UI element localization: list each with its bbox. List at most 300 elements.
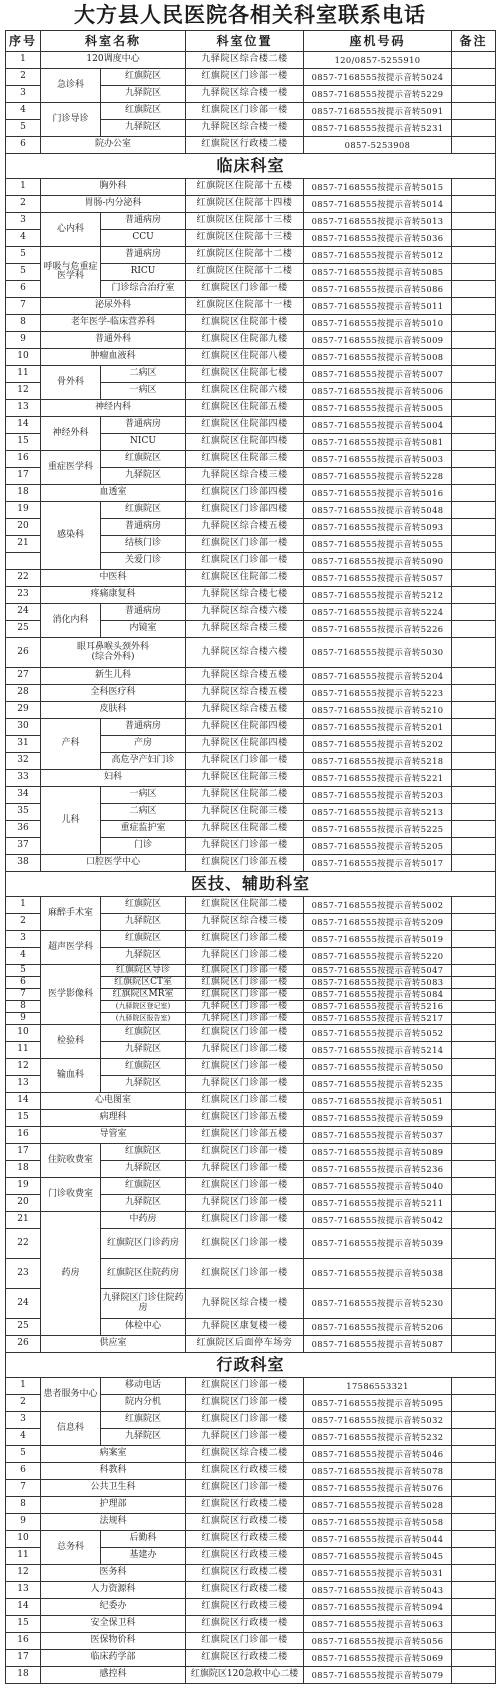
- table-row: [6, 69, 496, 86]
- phone-cell: 0857-7168555按提示音转5010: [304, 315, 452, 332]
- row-index: 8: [6, 315, 41, 332]
- location-cell: 红旗院区门诊部一楼: [186, 1378, 304, 1395]
- row-index: 22: [6, 1229, 41, 1259]
- remark-cell: [452, 989, 496, 1001]
- sub-unit: 关爱门诊: [101, 553, 186, 570]
- phone-cell: 0857-7168555按提示音转5007: [304, 366, 452, 383]
- remark-cell: [452, 570, 496, 587]
- sub-unit: RICU: [101, 264, 186, 281]
- phone-cell: 0857-7168555按提示音转5090: [304, 553, 452, 570]
- remark-cell: [452, 298, 496, 315]
- location-cell: 红旗院区住院部十二楼: [186, 247, 304, 264]
- location-cell: 红旗院区住院部四楼: [186, 434, 304, 451]
- sub-unit: 九驿院区: [101, 948, 186, 965]
- sub-unit: 结核门诊: [101, 536, 186, 553]
- table-row: [6, 485, 496, 502]
- remark-cell: [452, 1319, 496, 1336]
- department-name-text: 医学影像科: [47, 988, 93, 999]
- table-row: [6, 931, 496, 948]
- department-name: [41, 787, 101, 855]
- department-name-text: 口腔医学中心: [86, 857, 141, 868]
- department-name-text: 呼吸与危重症医学科: [43, 261, 98, 281]
- remark-cell: [452, 1650, 496, 1667]
- row-index: 22: [6, 570, 41, 587]
- phone-cell: 0857-7168555按提示音转5209: [304, 914, 452, 931]
- department-name: [41, 1025, 101, 1059]
- location-cell: 红旗院区门诊部一楼: [186, 1059, 304, 1076]
- department-name-text: 总务科: [56, 1541, 84, 1552]
- location-cell: 红旗院区门诊部一楼: [186, 69, 304, 86]
- location-cell: 红旗院区行政楼一楼: [186, 1616, 304, 1633]
- location-cell: 红旗院区门诊部五楼: [186, 1127, 304, 1144]
- location-cell: 九驿院区综合楼五楼: [186, 519, 304, 536]
- row-index: 5: [6, 120, 41, 137]
- sub-unit: 九驿院区: [101, 86, 186, 103]
- row-index: 16: [6, 451, 41, 468]
- row-index: 23: [6, 1259, 41, 1289]
- page-title: 大方县人民医院各相关科室联系电话: [74, 3, 426, 27]
- remark-cell: [452, 1127, 496, 1144]
- location-cell: 九驿院区综合楼二楼: [186, 52, 304, 69]
- location-cell: 九驿院区门诊部一楼: [186, 1001, 304, 1013]
- sub-unit: 基建办: [101, 1548, 186, 1565]
- phone-cell: 0857-7168555按提示音转5019: [304, 931, 452, 948]
- sub-unit: 红旗院区: [101, 1178, 186, 1195]
- table-row: [6, 332, 496, 349]
- phone-cell: 0857-7168555按提示音转5043: [304, 1582, 452, 1599]
- department-name: [41, 349, 186, 366]
- sub-unit: 九驿院区: [101, 120, 186, 137]
- department-name: [41, 69, 101, 103]
- phone-cell: 0857-7168555按提示音转5008: [304, 349, 452, 366]
- department-name-text: 神经外科: [52, 427, 89, 438]
- sub-unit: 一病区: [101, 787, 186, 804]
- department-name-text: 药房: [61, 1267, 80, 1278]
- phone-cell: 0857-7168555按提示音转5046: [304, 1446, 452, 1463]
- sub-unit: (九驿院区报告室): [101, 1013, 186, 1025]
- remark-cell: [452, 52, 496, 69]
- location-cell: 九驿院区综合楼三楼: [186, 468, 304, 485]
- contact-table-body: [6, 52, 496, 1684]
- sub-unit: 九驿院区: [101, 1429, 186, 1446]
- row-index: 18: [6, 1667, 41, 1684]
- row-index: 2: [6, 69, 41, 86]
- location-cell: 红旗院区门诊部一楼: [186, 1259, 304, 1289]
- row-index: 9: [6, 1514, 41, 1531]
- location-cell: 九驿院区门诊部二楼: [186, 948, 304, 965]
- row-index: 18: [6, 485, 41, 502]
- row-index: 10: [6, 349, 41, 366]
- row-index: 15: [6, 434, 41, 451]
- sub-unit: 二病区: [101, 366, 186, 383]
- sub-unit: 普通病房: [101, 417, 186, 434]
- phone-cell: 0857-7168555按提示音转5078: [304, 1463, 452, 1480]
- row-index: 15: [6, 1110, 41, 1127]
- section-row: [6, 154, 496, 179]
- row-index: 30: [6, 719, 41, 736]
- table-row: [6, 1667, 496, 1684]
- remark-cell: [452, 120, 496, 137]
- department-name: [41, 855, 186, 872]
- sub-unit: 红旗院区: [101, 1144, 186, 1161]
- sub-unit: 体检中心: [101, 1319, 186, 1336]
- location-cell: 红旗院区住院部二楼: [186, 570, 304, 587]
- department-name: [41, 196, 186, 213]
- table-row: [6, 1616, 496, 1633]
- location-cell: 九驿院区门诊部一楼: [186, 1013, 304, 1025]
- phone-cell: 0857-7168555按提示音转5206: [304, 1319, 452, 1336]
- row-index: 1: [6, 897, 41, 914]
- department-name-text: 神经内科: [95, 402, 132, 413]
- phone-cell: 0857-7168555按提示音转5220: [304, 948, 452, 965]
- remark-cell: [452, 1582, 496, 1599]
- phone-cell: 0857-7168555按提示音转5055: [304, 536, 452, 553]
- remark-cell: [452, 264, 496, 281]
- phone-cell: 0857-7168555按提示音转5005: [304, 400, 452, 417]
- remark-cell: [452, 536, 496, 553]
- row-index: 14: [6, 1093, 41, 1110]
- department-name: [41, 332, 186, 349]
- department-name-text: 心内科: [56, 223, 84, 234]
- department-name: [41, 931, 101, 965]
- location-cell: 红旗院区门诊部一楼: [186, 1144, 304, 1161]
- table-row: [6, 502, 496, 519]
- table-row: [6, 1582, 496, 1599]
- location-cell: 九驿院区门诊部一楼: [186, 753, 304, 770]
- phone-cell: 0857-7168555按提示音转5024: [304, 69, 452, 86]
- department-name-text: 人力资源科: [90, 1584, 136, 1595]
- table-row: [6, 897, 496, 914]
- remark-cell: [452, 519, 496, 536]
- row-index: 6: [6, 1463, 41, 1480]
- department-name-text: 护理部: [99, 1499, 127, 1510]
- sub-unit: 移动电话: [101, 1378, 186, 1395]
- phone-cell: 0857-7168555按提示音转5211: [304, 1195, 452, 1212]
- phone-cell: 0857-7168555按提示音转5079: [304, 1667, 452, 1684]
- table-row: [6, 213, 496, 230]
- row-index: 3: [6, 1412, 41, 1429]
- row-index: 12: [6, 1565, 41, 1582]
- row-index: 26: [6, 1336, 41, 1353]
- phone-cell: 0857-7168555按提示音转5004: [304, 417, 452, 434]
- row-index: 5: [6, 264, 41, 281]
- location-cell: 红旗院区门诊部一楼: [186, 103, 304, 120]
- department-name-text: 输血科: [56, 1069, 84, 1080]
- phone-cell: 0857-7168555按提示音转5089: [304, 1144, 452, 1161]
- location-cell: 九驿院区综合楼七楼: [186, 587, 304, 604]
- phone-cell: 0857-7168555按提示音转5230: [304, 1289, 452, 1319]
- remark-cell: [452, 770, 496, 787]
- table-row: [6, 1110, 496, 1127]
- location-cell: 九驿院区综合楼一楼: [186, 1289, 304, 1319]
- location-cell: 九驿院区康复楼一楼: [186, 1319, 304, 1336]
- row-index: 21: [6, 536, 41, 553]
- table-row: [6, 787, 496, 804]
- phone-cell: 0857-7168555按提示音转5047: [304, 965, 452, 977]
- location-cell: 九驿院区门诊部一楼: [186, 1161, 304, 1178]
- department-name: [41, 366, 101, 400]
- remark-cell: [452, 1336, 496, 1353]
- department-name-text: 病理科: [99, 1112, 127, 1123]
- row-index: 28: [6, 685, 41, 702]
- phone-cell: 0857-7168555按提示音转5085: [304, 264, 452, 281]
- phone-cell: 0857-7168555按提示音转5014: [304, 196, 452, 213]
- department-name-text: 胸外科: [99, 181, 127, 192]
- department-name: [41, 685, 186, 702]
- contact-table: [5, 30, 496, 1684]
- location-cell: 九驿院区综合楼一楼: [186, 86, 304, 103]
- header-location: 科室位置: [186, 31, 304, 52]
- location-cell: 红旗院区门诊部四楼: [186, 485, 304, 502]
- row-index: 27: [6, 668, 41, 685]
- phone-cell: 0857-7168555按提示音转5003: [304, 451, 452, 468]
- row-index: 3: [6, 931, 41, 948]
- department-name-text: 胃肠-内分泌科: [84, 198, 142, 209]
- location-cell: 红旗院区门诊部一楼: [186, 1178, 304, 1195]
- row-index: 18: [6, 1161, 41, 1178]
- location-cell: 九驿院区门诊部一楼: [186, 1195, 304, 1212]
- remark-cell: [452, 1001, 496, 1013]
- header-remark: 备注: [452, 31, 496, 52]
- location-cell: 九驿院区住院部三楼: [186, 804, 304, 821]
- row-index: 33: [6, 770, 41, 787]
- remark-cell: [452, 1212, 496, 1229]
- row-index: 1: [6, 179, 41, 196]
- remark-cell: [452, 1144, 496, 1161]
- location-cell: 红旗院区门诊部一楼: [186, 1229, 304, 1259]
- department-name-text: 安全保卫科: [90, 1618, 136, 1629]
- location-cell: 九驿院区住院部二楼: [186, 821, 304, 838]
- row-index: 16: [6, 1127, 41, 1144]
- table-row: [6, 1497, 496, 1514]
- location-cell: 九驿院区综合楼五楼: [186, 668, 304, 685]
- location-cell: 红旗院区行政楼二楼: [186, 1497, 304, 1514]
- table-row: [6, 247, 496, 264]
- sub-unit: NICU: [101, 434, 186, 451]
- row-index: 11: [6, 1548, 41, 1565]
- table-row: [6, 366, 496, 383]
- phone-cell: 0857-7168555按提示音转5221: [304, 770, 452, 787]
- department-name-text: 住院收费室: [47, 1154, 93, 1165]
- location-cell: 红旗院区住院部十三楼: [186, 230, 304, 247]
- department-name: [41, 897, 101, 931]
- phone-cell: 0857-7168555按提示音转5076: [304, 1480, 452, 1497]
- remark-cell: [452, 281, 496, 298]
- sub-unit: 红旗院区门诊药房: [101, 1229, 186, 1259]
- location-cell: 红旗院区住院部七楼: [186, 366, 304, 383]
- remark-cell: [452, 1259, 496, 1289]
- phone-cell: 17586553321: [304, 1378, 452, 1395]
- department-name: [41, 247, 101, 298]
- department-name: [41, 965, 101, 1025]
- table-row: [6, 719, 496, 736]
- department-name: [41, 103, 101, 137]
- sub-unit: 红旗院区: [101, 931, 186, 948]
- location-cell: 红旗院区门诊部五楼: [186, 855, 304, 872]
- department-name-text: 眼耳鼻喉头颈外科: [77, 642, 150, 653]
- location-cell: 红旗院区住院部十二楼: [186, 264, 304, 281]
- phone-cell: 0857-7168555按提示音转5217: [304, 1013, 452, 1025]
- row-index: 25: [6, 621, 41, 638]
- row-index: 13: [6, 400, 41, 417]
- department-name: [41, 485, 186, 502]
- phone-cell: 0857-7168555按提示音转5225: [304, 821, 452, 838]
- table-row: [6, 638, 496, 668]
- phone-cell: 0857-7168555按提示音转5006: [304, 383, 452, 400]
- remark-cell: [452, 914, 496, 931]
- sub-unit: CCU: [101, 230, 186, 247]
- remark-cell: [452, 1110, 496, 1127]
- department-name-text: 120调度中心: [86, 54, 140, 65]
- row-index: 29: [6, 702, 41, 719]
- remark-cell: [452, 965, 496, 977]
- row-index: 15: [6, 1616, 41, 1633]
- table-row: [6, 1059, 496, 1076]
- table-row: [6, 137, 496, 154]
- department-name-text: 医务科: [99, 1567, 127, 1578]
- table-row: [6, 685, 496, 702]
- location-cell: 红旗院区门诊部一楼: [186, 1025, 304, 1042]
- location-cell: 九驿院区住院部四楼: [186, 719, 304, 736]
- phone-cell: 0857-7168555按提示音转5095: [304, 1395, 452, 1412]
- phone-cell: 0857-7168555按提示音转5086: [304, 281, 452, 298]
- sub-unit: 普通病房: [101, 604, 186, 621]
- row-index: 6: [6, 137, 41, 154]
- row-index: 13: [6, 1582, 41, 1599]
- phone-cell: 0857-7168555按提示音转5213: [304, 804, 452, 821]
- row-index: 9: [6, 1013, 41, 1025]
- table-row: [6, 1531, 496, 1548]
- remark-cell: [452, 1378, 496, 1395]
- department-name: [41, 400, 186, 417]
- phone-cell: 0857-7168555按提示音转5223: [304, 685, 452, 702]
- department-name: [41, 1650, 186, 1667]
- remark-cell: [452, 247, 496, 264]
- remark-cell: [452, 86, 496, 103]
- row-index: 6: [6, 281, 41, 298]
- row-index: 9: [6, 332, 41, 349]
- department-name: [41, 1059, 101, 1093]
- table-row: [6, 52, 496, 69]
- remark-cell: [452, 685, 496, 702]
- location-cell: 红旗院区门诊部二楼: [186, 1093, 304, 1110]
- row-index: 4: [6, 230, 41, 247]
- row-index: 7: [6, 298, 41, 315]
- location-cell: 红旗院区住院部二楼: [186, 897, 304, 914]
- location-cell: 红旗院区门诊部一楼: [186, 553, 304, 570]
- remark-cell: [452, 417, 496, 434]
- remark-cell: [452, 1548, 496, 1565]
- department-name-text: 全科医疗科: [90, 687, 136, 698]
- phone-cell: 0857-7168555按提示音转5235: [304, 1076, 452, 1093]
- sub-unit: 九驿院区: [101, 1076, 186, 1093]
- department-name: [41, 770, 186, 787]
- department-name: [41, 1514, 186, 1531]
- phone-cell: 0857-7168555按提示音转5202: [304, 736, 452, 753]
- remark-cell: [452, 213, 496, 230]
- row-index: 38: [6, 855, 41, 872]
- location-cell: 九驿院区综合楼一楼: [186, 120, 304, 137]
- sub-unit: 九驿院区: [101, 914, 186, 931]
- department-name: [41, 1110, 186, 1127]
- remark-cell: [452, 485, 496, 502]
- department-name-text: 重症医学科: [47, 461, 93, 472]
- phone-cell: 0857-7168555按提示音转5203: [304, 787, 452, 804]
- remark-cell: [452, 230, 496, 247]
- department-name-text: 院办公室: [95, 139, 132, 150]
- phone-cell: 0857-7168555按提示音转5031: [304, 1565, 452, 1582]
- table-row: [6, 770, 496, 787]
- row-index: 10: [6, 1025, 41, 1042]
- sub-unit: 产房: [101, 736, 186, 753]
- department-name: [41, 1616, 186, 1633]
- table-row: [6, 1480, 496, 1497]
- phone-cell: 0857-7168555按提示音转5038: [304, 1259, 452, 1289]
- location-cell: 红旗院区住院部八楼: [186, 349, 304, 366]
- department-name-text: 科教科: [99, 1465, 127, 1476]
- sub-unit: 红旗院区: [101, 69, 186, 86]
- phone-cell: 0857-7168555按提示音转5057: [304, 570, 452, 587]
- phone-cell: 0857-7168555按提示音转5036: [304, 230, 452, 247]
- location-cell: 九驿院区住院部四楼: [186, 736, 304, 753]
- row-index: 17: [6, 468, 41, 485]
- phone-cell: 0857-7168555按提示音转5009: [304, 332, 452, 349]
- department-name: [41, 1480, 186, 1497]
- table-row: [6, 1446, 496, 1463]
- location-cell: 红旗院区门诊部一楼: [186, 977, 304, 989]
- table-row: [6, 1633, 496, 1650]
- remark-cell: [452, 468, 496, 485]
- location-cell: 九驿院区综合楼五楼: [186, 685, 304, 702]
- sub-unit: 普通病房: [101, 213, 186, 230]
- row-index: 5: [6, 1446, 41, 1463]
- department-name: [41, 298, 186, 315]
- department-name: [41, 1144, 101, 1178]
- remark-cell: [452, 1178, 496, 1195]
- remark-cell: [452, 1025, 496, 1042]
- phone-cell: 0857-7168555按提示音转5212: [304, 587, 452, 604]
- department-name-text: 心电图室: [95, 1095, 132, 1106]
- phone-cell: 0857-7168555按提示音转5231: [304, 120, 452, 137]
- phone-cell: 0857-7168555按提示音转5002: [304, 897, 452, 914]
- row-index: 8: [6, 1001, 41, 1013]
- phone-cell: 0857-7168555按提示音转5017: [304, 855, 452, 872]
- remark-cell: [452, 1667, 496, 1684]
- phone-cell: 0857-7168555按提示音转5032: [304, 1412, 452, 1429]
- sub-unit: 门诊: [101, 838, 186, 855]
- department-name-text: 疼痛康复科: [90, 589, 136, 600]
- table-row: [6, 668, 496, 685]
- department-name-text: 导管室: [99, 1129, 127, 1140]
- row-index: 8: [6, 1497, 41, 1514]
- phone-cell: 0857-7168555按提示音转5236: [304, 1161, 452, 1178]
- phone-cell: 0857-7168555按提示音转5028: [304, 1497, 452, 1514]
- row-index: 6: [6, 977, 41, 989]
- row-index: 1: [6, 1378, 41, 1395]
- phone-cell: 0857-7168555按提示音转5059: [304, 1110, 452, 1127]
- table-row: [6, 1378, 496, 1395]
- remark-cell: [452, 1531, 496, 1548]
- department-name: [41, 315, 186, 332]
- row-index: 26: [6, 638, 41, 668]
- location-cell: 九驿院区住院部三楼: [186, 770, 304, 787]
- phone-cell: 0857-7168555按提示音转5228: [304, 468, 452, 485]
- department-name-note: (综合外科): [91, 651, 135, 662]
- remark-cell: [452, 1565, 496, 1582]
- row-index: 10: [6, 1531, 41, 1548]
- remark-cell: [452, 434, 496, 451]
- remark-cell: [452, 1161, 496, 1178]
